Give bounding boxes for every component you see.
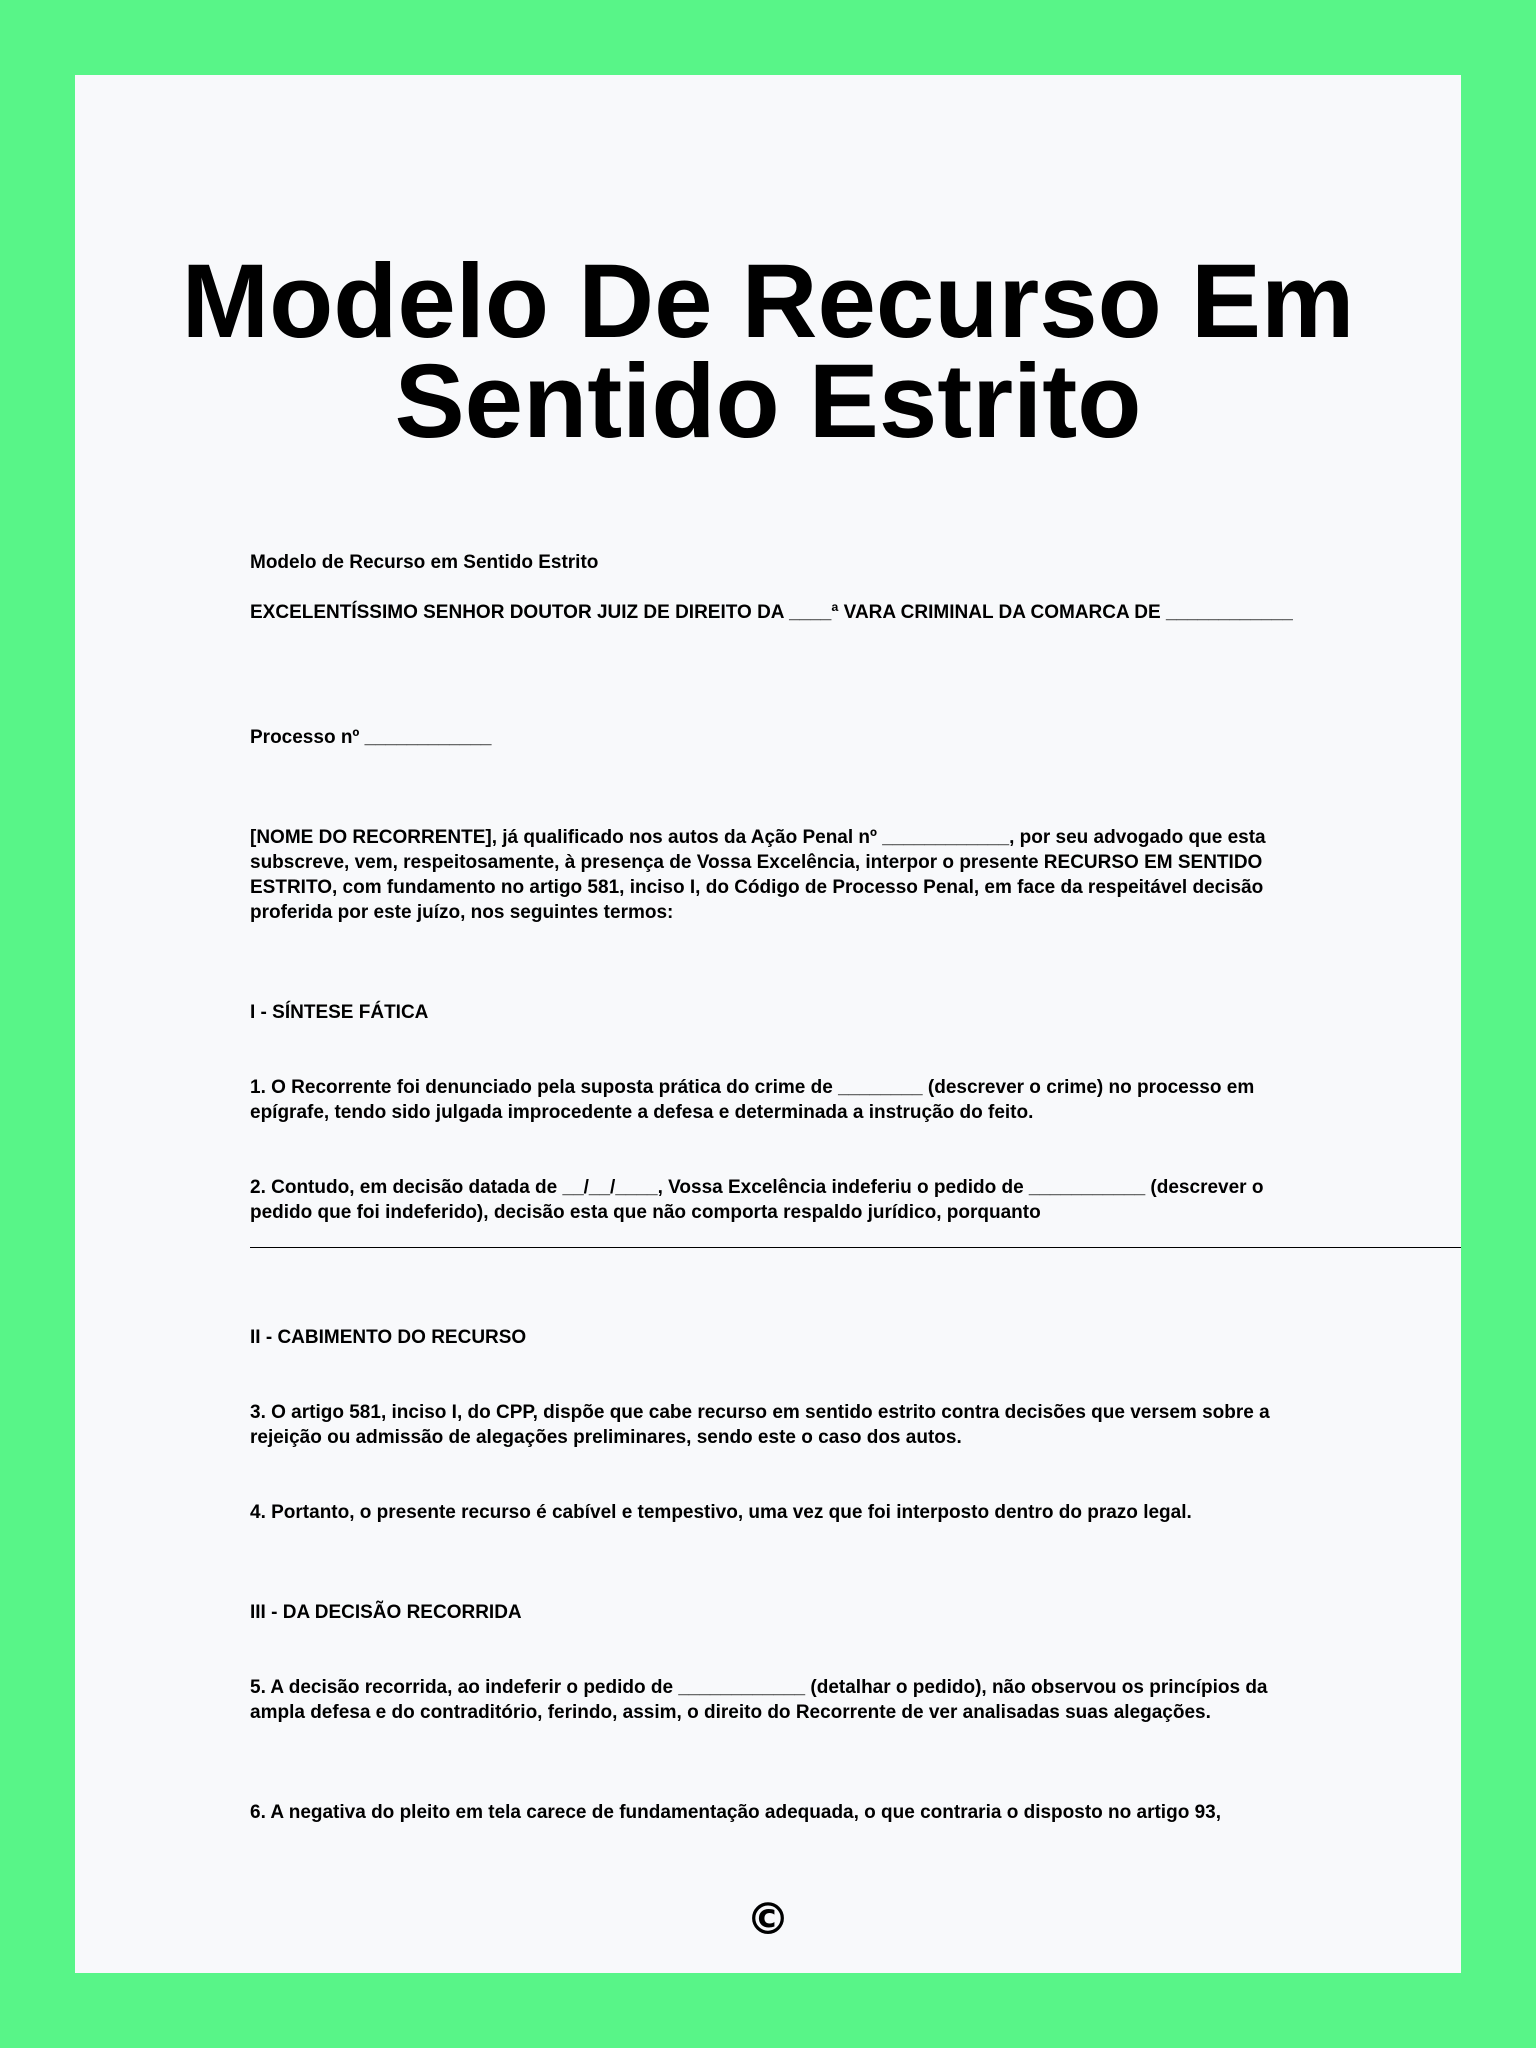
process-number: Processo nº ____________ bbox=[250, 727, 492, 748]
copyright-icon: © bbox=[746, 1894, 790, 1945]
section-heading-decision: III - DA DECISÃO RECORRIDA bbox=[250, 1602, 522, 1623]
section-heading-admissibility: II - CABIMENTO DO RECURSO bbox=[250, 1327, 527, 1348]
document-subtitle: Modelo de Recurso em Sentido Estrito bbox=[250, 552, 599, 573]
paragraph-3: 3. O artigo 581, inciso I, do CPP, dispõe que cabe recurso em sentido estrito contra decisões que versem sobre a rejeição ou admissão de alegações preliminares, sendo este o caso dos autos. bbox=[250, 1402, 1270, 1448]
paragraph-5: 5. A decisão recorrida, ao indeferir o pedido de ____________ (detalhar o pedido), não observou os princípios da ampla defesa e do contraditório, ferindo, assim, o direito do Recorrente de ver analisadas suas alegações. bbox=[250, 1677, 1268, 1723]
fill-in-line bbox=[250, 1247, 1461, 1248]
paragraph-1: 1. O Recorrente foi denunciado pela suposta prática do crime de ________ (descrever o crime) no processo em epígrafe, tendo sido julgada improcedente a defesa e determinada a instrução do feito. bbox=[250, 1077, 1255, 1123]
document-page bbox=[75, 75, 1461, 1973]
intro-paragraph: [NOME DO RECORRENTE], já qualificado nos autos da Ação Penal nº ____________, por seu advogado que esta subscreve, vem, respeitosamente, à presença de Vossa Excelência, interpor o presente RECURSO EM SENTIDO ESTRITO, com fundamento no artigo 581, inciso I, do Código de Processo Penal, em face da respeitável decisão proferida por este juízo, nos seguintes termos: bbox=[250, 827, 1266, 923]
paragraph-6: 6. A negativa do pleito em tela carece de fundamentação adequada, o que contraria o disposto no artigo 93, bbox=[250, 1802, 1221, 1823]
paragraph-4: 4. Portanto, o presente recurso é cabível e tempestivo, uma vez que foi interposto dentro do prazo legal. bbox=[250, 1502, 1192, 1523]
section-heading-synthesis: I - SÍNTESE FÁTICA bbox=[250, 1002, 429, 1023]
document-title: Modelo De Recurso Em Sentido Estrito bbox=[181, 243, 1355, 460]
court-address: EXCELENTÍSSIMO SENHOR DOUTOR JUIZ DE DIREITO DA ____ª VARA CRIMINAL DA COMARCA DE ____________ bbox=[250, 602, 1293, 623]
paragraph-2: 2. Contudo, em decisão datada de __/__/____, Vossa Excelência indeferiu o pedido de ___________ (descrever o pedido que foi indeferido), decisão esta que não comporta respaldo jurídico, porquanto bbox=[250, 1177, 1264, 1223]
